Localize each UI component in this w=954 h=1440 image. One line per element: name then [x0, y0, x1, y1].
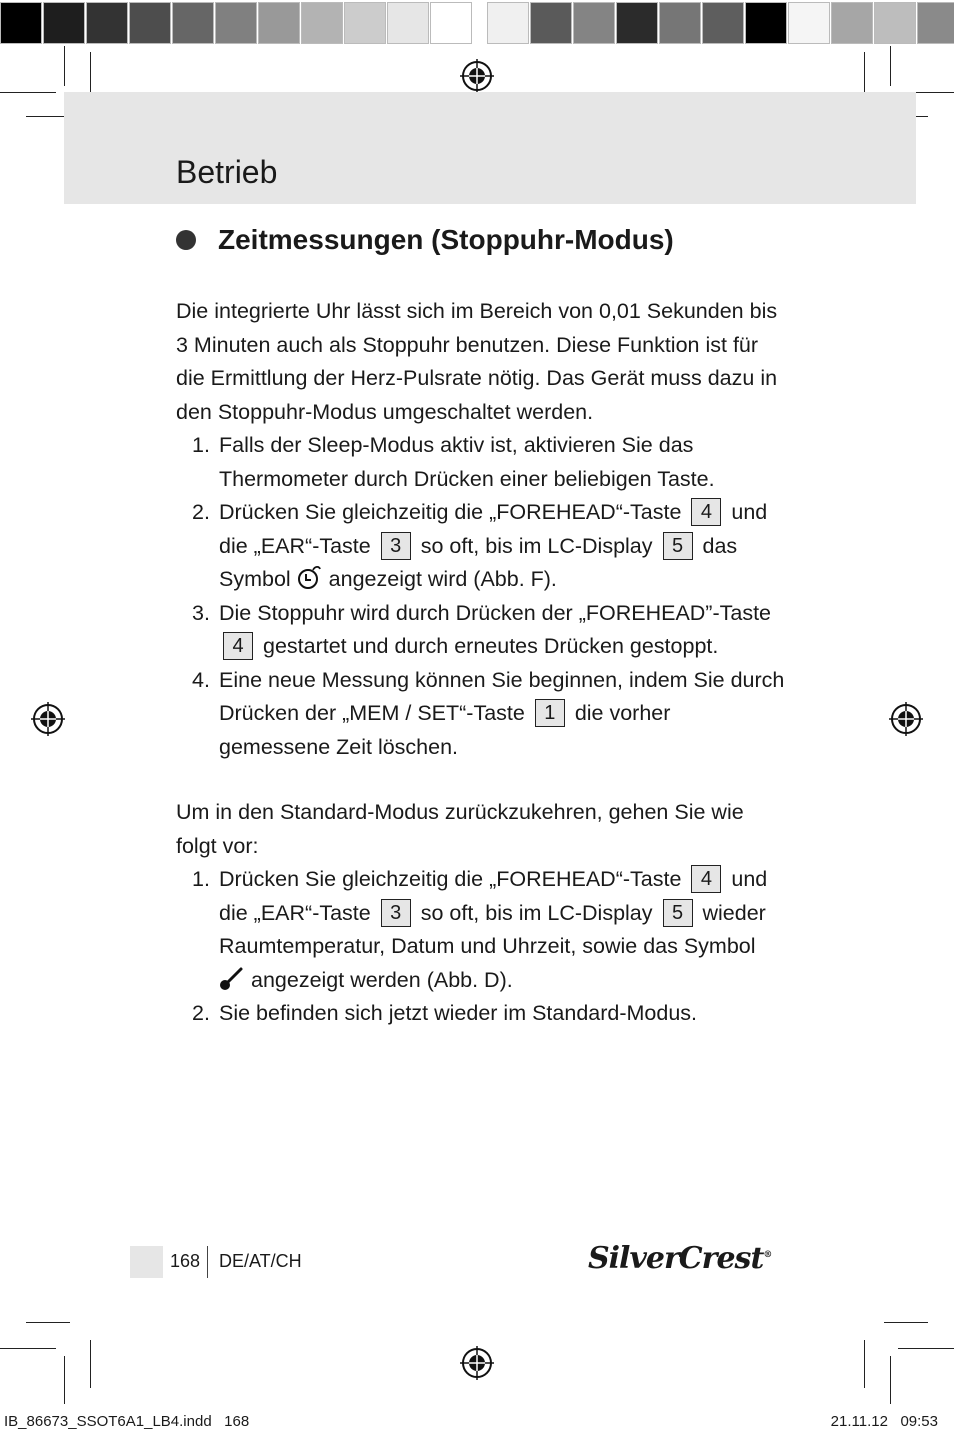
slug-datetime: 21.11.12 09:53	[830, 1413, 938, 1430]
list-item: 1. Drücken Sie gleichzeitig die „FOREHEAD“-Taste 4 und die „EAR“-Taste 3 so oft, bis im LC-Display 5 wieder Raumtemperatur, Datum und Uhrzeit, sowie das Symbol angezeigt werden (Abb. D).	[192, 867, 768, 992]
list-item: 2. Drücken Sie gleichzeitig die „FOREHEAD“-Taste 4 und die „EAR“-Taste 3 so oft, bis im LC-Display 5 das Symbol angezeigt wird (Abb. F).	[192, 500, 768, 591]
color-swatch	[86, 2, 128, 44]
color-swatch	[344, 2, 386, 44]
crop-mark	[64, 1356, 65, 1404]
crop-mark	[890, 46, 891, 86]
key-mem-set: 1	[535, 699, 565, 727]
color-swatch	[43, 2, 85, 44]
list-item: 3. Die Stoppuhr wird durch Drücken der „FOREHEAD”-Taste 4 gestartet und durch erneutes Drücken gestoppt.	[192, 600, 772, 658]
color-swatch	[387, 2, 429, 44]
color-swatch	[301, 2, 343, 44]
color-swatch	[430, 2, 472, 44]
brand-logo: SilverCrest®	[588, 1241, 772, 1276]
outro-paragraph: Um in den Standard-Modus zurückzukehren, gehen Sie wie folgt vor:	[176, 800, 744, 858]
color-swatch	[129, 2, 171, 44]
color-swatch	[831, 2, 873, 44]
thermometer-icon	[219, 965, 245, 991]
color-swatch	[702, 2, 744, 44]
key-forehead: 4	[691, 865, 721, 893]
color-swatch	[616, 2, 658, 44]
registration-mark-icon	[460, 59, 494, 93]
page-number-box	[130, 1246, 163, 1278]
body-block-stopwatch	[176, 295, 786, 764]
color-swatch	[917, 2, 954, 44]
color-swatch	[0, 2, 42, 44]
crop-mark	[864, 1340, 865, 1388]
stopwatch-icon	[297, 564, 323, 590]
key-ear: 3	[381, 899, 411, 927]
crop-mark	[64, 46, 65, 86]
crop-mark	[90, 1340, 91, 1388]
color-swatch	[745, 2, 787, 44]
bullet-dot-icon	[176, 230, 196, 250]
color-swatch	[258, 2, 300, 44]
color-swatch	[573, 2, 615, 44]
page-number: 168	[170, 1251, 201, 1271]
color-swatch	[788, 2, 830, 44]
crop-mark	[0, 92, 56, 93]
color-swatch	[215, 2, 257, 44]
footer-divider	[207, 1246, 208, 1278]
list-item: 4. Eine neue Messung können Sie beginnen, indem Sie durch Drücken der „MEM / SET“-Taste 1 die vorher gemessene Zeit löschen.	[192, 667, 785, 759]
crop-mark	[884, 1322, 928, 1323]
stopwatch-steps	[176, 429, 786, 764]
registration-mark-icon	[460, 1346, 494, 1380]
color-swatch	[659, 2, 701, 44]
standard-mode-steps	[176, 863, 786, 1031]
crop-mark	[898, 1348, 954, 1349]
key-lc-display: 5	[663, 532, 693, 560]
crop-mark	[26, 1322, 70, 1323]
key-forehead: 4	[691, 498, 721, 526]
color-swatch-strip	[0, 2, 954, 44]
registration-mark-icon	[889, 702, 923, 736]
color-swatch	[172, 2, 214, 44]
list-item: 1. Falls der Sleep-Modus aktiv ist, aktivieren Sie das Thermometer durch Drücken einer beliebigen Taste.	[192, 433, 715, 491]
registration-mark-icon	[31, 702, 65, 736]
intro-paragraph: Die integrierte Uhr lässt sich im Bereich von 0,01 Sekunden bis 3 Minuten auch als Stoppuhr benutzen. Diese Funktion ist für die Ermittlung der Herz-Pulsrate nötig. Das Gerät muss dazu in den Stoppuhr-Modus umgeschaltet werden.	[176, 299, 778, 424]
heading-text: Zeitmessungen (Stoppuhr-Modus)	[218, 224, 674, 255]
color-swatch	[874, 2, 916, 44]
section-title: Betrieb	[176, 154, 278, 190]
key-forehead: 4	[223, 632, 253, 660]
list-item: 2. Sie befinden sich jetzt wieder im Standard-Modus.	[192, 1001, 698, 1025]
region-code: DE/AT/CH	[219, 1251, 302, 1271]
crop-mark	[0, 1348, 56, 1349]
color-swatch	[487, 2, 529, 44]
slug-file-info: IB_86673_SSOT6A1_LB4.indd 168	[4, 1413, 250, 1430]
key-ear: 3	[381, 532, 411, 560]
crop-mark	[890, 1356, 891, 1404]
key-lc-display: 5	[663, 899, 693, 927]
body-block-standard	[176, 796, 786, 1031]
color-swatch	[530, 2, 572, 44]
subsection-heading	[176, 224, 674, 256]
